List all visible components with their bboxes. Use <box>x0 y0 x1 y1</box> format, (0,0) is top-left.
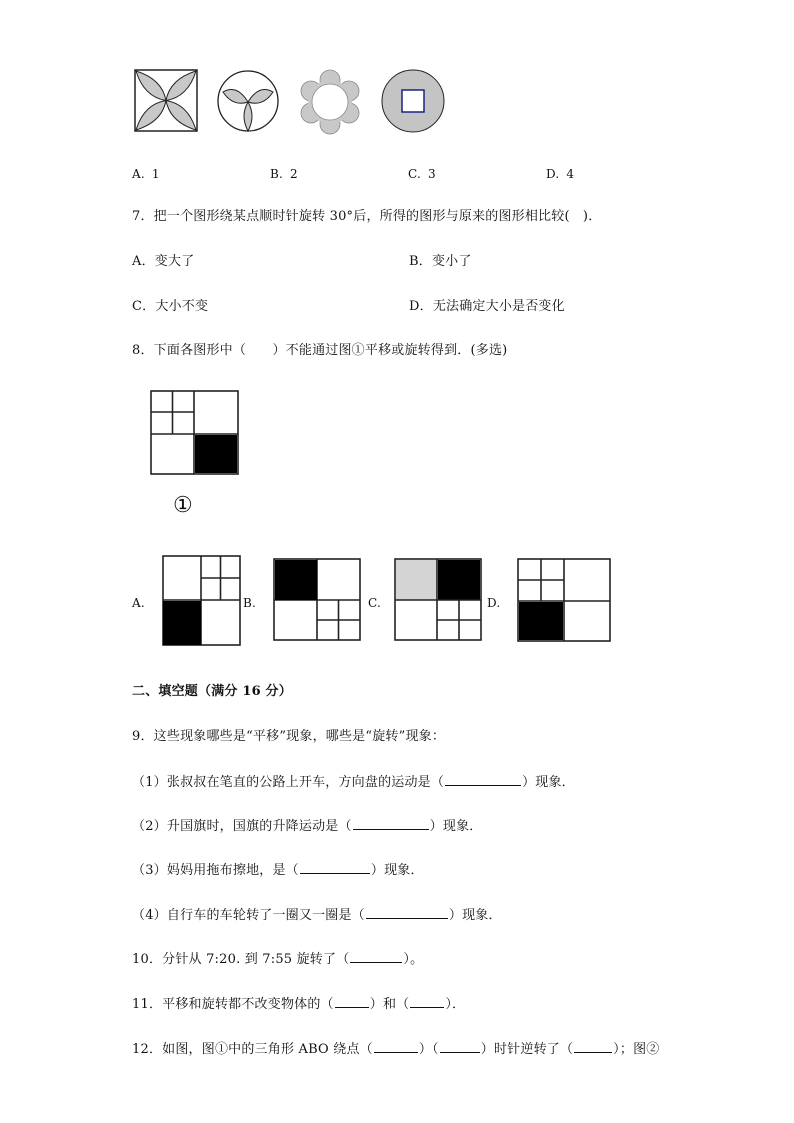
section-title: 二、填空题（满分 16 分） <box>132 684 292 699</box>
q9-item-2: （2）升国旗时，国旗的升降运动是（ ）现象． <box>132 819 483 834</box>
q8-figure-label: ① <box>173 493 193 518</box>
q6-option-a[interactable]: A. 1 <box>132 167 160 181</box>
q8-reference-figure <box>150 390 240 476</box>
q8-option-a-label[interactable]: A. <box>132 596 145 610</box>
q7-stem: 7．把一个图形绕某点顺时针旋转 30°后，所得的图形与原来的图形相比较( )． <box>132 209 602 224</box>
answer-blank[interactable] <box>410 996 444 1008</box>
q11-stem: 11．平移和旋转都不改变物体的（ ）和（ ）． <box>132 997 466 1012</box>
q8-stem: 8．下面各图形中（ ）不能通过图①平移或旋转得到．(多选) <box>132 343 508 358</box>
answer-blank[interactable] <box>335 996 369 1008</box>
ancient-coin-icon <box>381 70 445 132</box>
q8-option-c-label[interactable]: C. <box>368 596 381 610</box>
q6-option-d[interactable]: D. 4 <box>546 167 575 181</box>
answer-blank[interactable] <box>374 1041 418 1053</box>
answer-blank[interactable] <box>300 862 370 874</box>
q8-option-b-label[interactable]: B. <box>243 596 257 610</box>
q6-option-b[interactable]: B. 2 <box>270 167 298 181</box>
q8-option-a-figure[interactable] <box>162 555 242 647</box>
q9-item-3: （3）妈妈用拖布擦地，是（ ）现象． <box>132 863 424 878</box>
q10-stem: 10．分针从 7:20. 到 7:55 旋转了（ ）。 <box>132 952 424 967</box>
q12-stem: 12．如图，图①中的三角形 ABO 绕点（ ）（ ）时针逆转了（ ）；图② <box>132 1042 660 1057</box>
q7-option-d[interactable]: D．无法确定大小是否变化 <box>409 299 565 314</box>
q7-option-c[interactable]: C．大小不变 <box>132 299 209 314</box>
answer-blank[interactable] <box>445 774 521 786</box>
q9-item-4: （4）自行车的车轮转了一圈又一圈是（ ）现象． <box>132 908 502 923</box>
q8-option-c-figure[interactable] <box>394 558 484 642</box>
flower-ring-icon <box>298 69 362 135</box>
q9-stem: 9．这些现象哪些是“平移”现象，哪些是“旋转”现象： <box>132 729 446 744</box>
q7-option-b[interactable]: B．变小了 <box>409 254 472 269</box>
answer-blank[interactable] <box>350 951 402 963</box>
q8-option-b-figure[interactable] <box>273 558 363 642</box>
q9-item-1: （1）张叔叔在笔直的公路上开车，方向盘的运动是（ ）现象． <box>132 775 575 790</box>
four-petal-square-icon <box>134 69 198 132</box>
q6-option-c[interactable]: C. 3 <box>408 167 436 181</box>
answer-blank[interactable] <box>353 818 429 830</box>
q8-option-d-figure[interactable] <box>517 558 612 644</box>
three-petal-circle-icon <box>217 70 279 132</box>
q7-option-a[interactable]: A．变大了 <box>132 254 195 269</box>
answer-blank[interactable] <box>440 1041 480 1053</box>
answer-blank[interactable] <box>574 1041 612 1053</box>
q8-option-d-label[interactable]: D. <box>487 596 501 610</box>
answer-blank[interactable] <box>366 907 448 919</box>
